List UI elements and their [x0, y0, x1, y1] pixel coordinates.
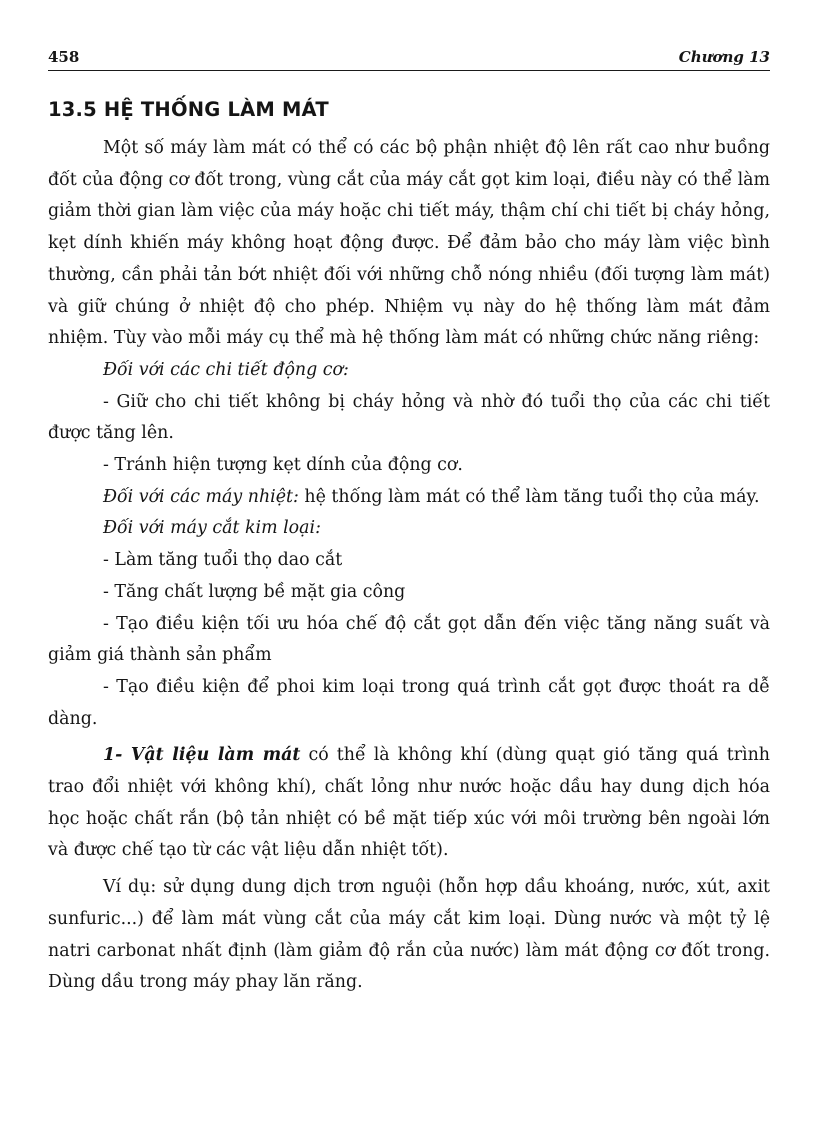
cutting-heading [48, 513, 770, 545]
engine-item-2: - Tránh hiện tượng kẹt dính của động cơ. [103, 455, 463, 476]
engine-item-1: - Giữ cho chi tiết không bị cháy hỏng và nhờ đó tuổi thọ của các chi tiết được tăng lên. [48, 391, 770, 444]
intro-paragraph: Một số máy làm mát có thể có các bộ phận nhiệt độ lên rất cao như buồng đốt của động cơ đốt trong, vùng cắt của máy cắt gọt kim loại, điều này có thể làm giảm thời gian làm việc của máy hoặc chi tiết máy, thậm chí chi tiết bị cháy hỏng, kẹt dính khiến máy không hoạt động được. Để đảm bảo cho máy làm việc bình thường, cần phải tản bớt nhiệt đối với những chỗ nóng nhiều (đối tượng làm mát) và giữ chúng ở nhiệt độ cho phép. Nhiệm vụ này do hệ thống làm mát đảm nhiệm. Tùy vào mỗi máy cụ thể mà hệ thống làm mát có những chức năng riêng: [48, 138, 770, 349]
material-heading: 1- Vật liệu làm mát [103, 745, 301, 766]
page-number: 458 [48, 48, 80, 66]
thermal-text: hệ thống làm mát có thể làm tăng tuổi thọ của máy. [298, 486, 760, 507]
cutting-heading-text: Đối với máy cắt kim loại: [103, 518, 321, 539]
thermal-heading: Đối với các máy nhiệt: [103, 486, 299, 507]
chapter-label: Chương 13 [678, 48, 770, 66]
example-paragraph: Ví dụ: sử dụng dung dịch trơn nguội (hỗn hợp dầu khoáng, nước, xút, axit sunfuric...) để làm mát vùng cắt của máy cắt kim loại. Dùng nước và một tỷ lệ natri carbonat nhất định (làm giảm độ rắn của nước) làm mát động cơ đốt trong. Dùng dầu trong máy phay lăn răng. [48, 877, 770, 993]
engine-heading [48, 355, 770, 387]
cutting-item-3: - Tạo điều kiện tối ưu hóa chế độ cắt gọt dẫn đến việc tăng năng suất và giảm giá thành sản phẩm [48, 613, 770, 666]
cutting-item-4: - Tạo điều kiện để phoi kim loại trong quá trình cắt gọt được thoát ra dễ dàng. [48, 676, 770, 729]
cutting-item-1: - Làm tăng tuổi thọ dao cắt [103, 550, 343, 571]
engine-heading-text: Đối với các chi tiết động cơ: [103, 359, 349, 380]
cutting-item-2: - Tăng chất lượng bề mặt gia công [103, 581, 406, 602]
thermal-paragraph [48, 482, 770, 514]
section-title: 13.5 HỆ THỐNG LÀM MÁT [48, 98, 329, 121]
material-paragraph [48, 740, 770, 867]
page-header [48, 48, 770, 71]
material-text: có thể là không khí (dùng quạt gió tăng quá trình trao đổi nhiệt với không khí), chất lỏng như nước hoặc dầu hay dung dịch hóa học hoặc chất rắn (bộ tản nhiệt có bề mặt tiếp xúc với môi trường bên ngoài lớn và được chế tạo từ các vật liệu dẫn nhiệt tốt). [48, 745, 771, 861]
section-body [48, 133, 770, 999]
